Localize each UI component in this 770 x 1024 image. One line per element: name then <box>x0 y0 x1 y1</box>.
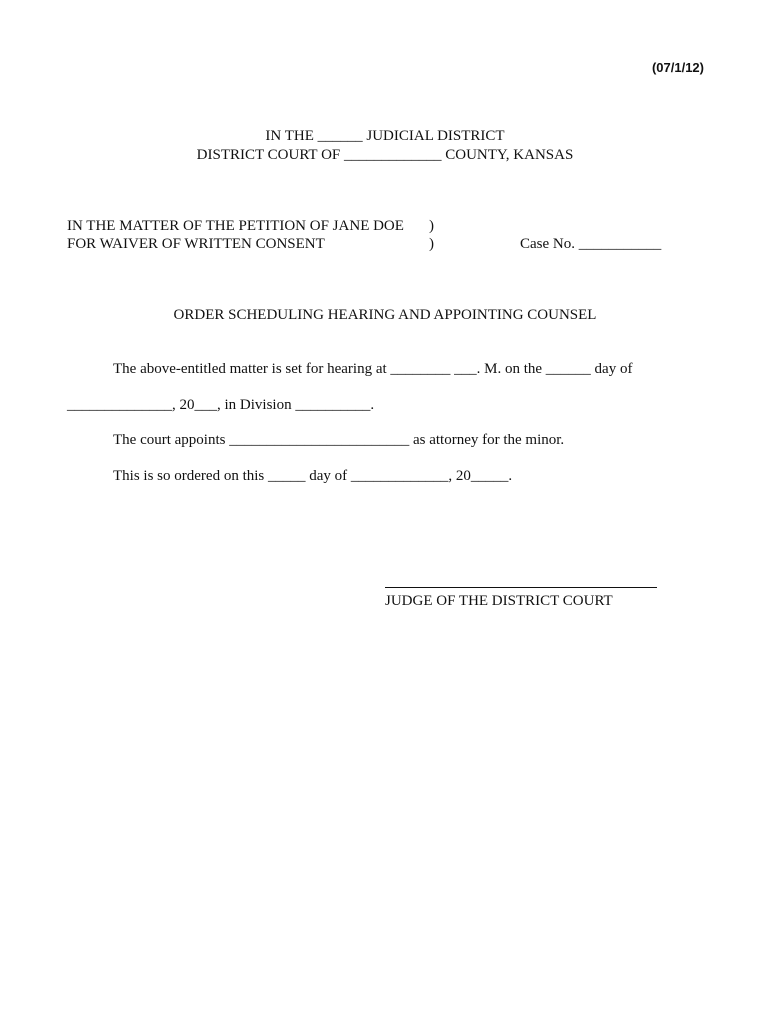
form-revision-code: (07/1/12) <box>651 60 704 75</box>
matter-paren-2: ) <box>429 236 434 252</box>
judge-signature-line <box>385 587 657 588</box>
matter-paren-1: ) <box>429 218 434 234</box>
hearing-line-1: The above-entitled matter is set for hearing at ________ ___. M. on the ______ day of <box>113 361 633 377</box>
hearing-line-2: ______________, 20___, in Division __________. <box>67 397 375 413</box>
matter-line-2: FOR WAIVER OF WRITTEN CONSENT <box>67 236 325 252</box>
caption-judicial-district: IN THE ______ JUDICIAL DISTRICT <box>265 128 505 144</box>
ordered-line: This is so ordered on this _____ day of _____________, 20_____. <box>113 468 513 484</box>
judge-signature-label: JUDGE OF THE DISTRICT COURT <box>385 593 613 609</box>
matter-line-1: IN THE MATTER OF THE PETITION OF JANE DOE <box>67 218 404 234</box>
case-number: Case No. ___________ <box>520 236 662 252</box>
order-title: ORDER SCHEDULING HEARING AND APPOINTING COUNSEL <box>173 307 597 323</box>
caption-district-court: DISTRICT COURT OF _____________ COUNTY, KANSAS <box>196 147 574 163</box>
appoints-line: The court appoints ________________________ as attorney for the minor. <box>113 432 565 448</box>
